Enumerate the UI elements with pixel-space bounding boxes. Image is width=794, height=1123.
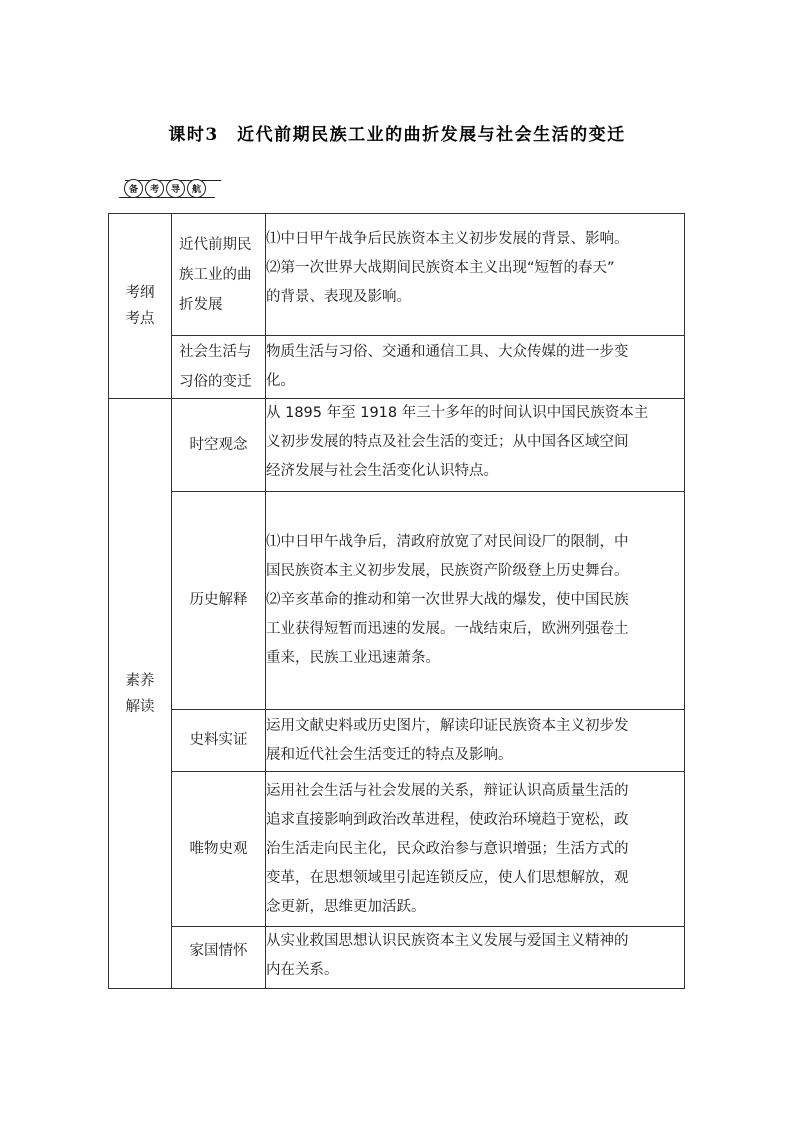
content-line: 内在关系。 bbox=[266, 962, 339, 978]
content-line: ⑵第一次世界大战期间民族资本主义出现“短暂的春天” bbox=[266, 260, 615, 276]
table-row bbox=[109, 710, 685, 772]
table-row bbox=[109, 336, 685, 399]
topic-line: 习俗的变迁 bbox=[179, 374, 252, 390]
content-cell bbox=[266, 772, 685, 927]
content-cell bbox=[266, 336, 685, 399]
table-row bbox=[109, 927, 685, 989]
topic-cell: 史料实证 bbox=[172, 710, 266, 772]
badge-char: 航 bbox=[187, 179, 206, 198]
topic-cell: 历史解释 bbox=[172, 492, 266, 710]
topic-line: 族工业的曲 bbox=[179, 266, 252, 283]
section-badge bbox=[122, 176, 206, 200]
table-row bbox=[109, 214, 685, 336]
content-line: 化。 bbox=[266, 373, 295, 389]
content-line: ⑴中日甲午战争后，清政府放宽了对民间设厂的限制，中 bbox=[266, 534, 629, 550]
content-line: 念更新，思维更加活跃。 bbox=[266, 898, 426, 915]
content-line: 治生活走向民主化，民众政治参与意识增强；生活方式的 bbox=[266, 840, 629, 857]
content-line: 的背景、表现及影响。 bbox=[266, 289, 411, 305]
content-line: 从 1895 年至 1918 年三十多年的时间认识中国民族资本主 bbox=[266, 405, 649, 421]
content-cell bbox=[266, 710, 685, 772]
content-line: 义初步发展的特点及社会生活的变迁；从中国各区域空间 bbox=[266, 434, 629, 450]
badge-char: 备 bbox=[124, 179, 143, 198]
content-line: 物质生活与习俗、交通和通信工具、大众传媒的进一步变 bbox=[266, 344, 629, 360]
table-row bbox=[109, 399, 685, 492]
content-line: 运用文献史料或历史图片，解读印证民族资本主义初步发 bbox=[266, 717, 629, 734]
topic-cell bbox=[172, 214, 266, 336]
exam-guide-table bbox=[108, 213, 685, 989]
topic-cell bbox=[172, 336, 266, 399]
topic-cell: 家国情怀 bbox=[172, 927, 266, 989]
table-row bbox=[109, 772, 685, 927]
content-line: ⑵辛亥革命的推动和第一次世界大战的爆发，使中国民族 bbox=[266, 592, 629, 608]
content-line: 运用社会生活与社会发展的关系，辩证认识高质量生活的 bbox=[266, 782, 629, 799]
content-line: 从实业救国思想认识民族资本主义发展与爱国主义精神的 bbox=[266, 933, 629, 949]
topic-line: 近代前期民 bbox=[179, 236, 252, 253]
topic-cell: 时空观念 bbox=[172, 399, 266, 492]
content-cell bbox=[266, 214, 685, 336]
content-cell bbox=[266, 927, 685, 989]
exam-points-label bbox=[109, 214, 172, 399]
label-line: 解读 bbox=[125, 698, 155, 715]
table-row bbox=[109, 492, 685, 710]
topic-line: 社会生活与 bbox=[179, 344, 252, 360]
topic-cell: 唯物史观 bbox=[172, 772, 266, 927]
label-line: 素养 bbox=[125, 672, 155, 689]
content-line: 重来，民族工业迅速萧条。 bbox=[266, 650, 440, 666]
content-line: 经济发展与社会生活变化认识特点。 bbox=[266, 463, 498, 479]
topic-line: 折发展 bbox=[179, 296, 223, 313]
label-line: 考点 bbox=[125, 311, 155, 327]
badge-char: 导 bbox=[166, 179, 185, 198]
content-line: ⑴中日甲午战争后民族资本主义初步发展的背景、影响。 bbox=[266, 231, 629, 247]
content-line: 展和近代社会生活变迁的特点及影响。 bbox=[266, 746, 513, 763]
page-title: 课时3 近代前期民族工业的曲折发展与社会生活的变迁 bbox=[168, 125, 626, 145]
content-cell bbox=[266, 399, 685, 492]
content-line: 追求直接影响到政治改革进程，使政治环境趋于宽松，政 bbox=[266, 811, 629, 828]
literacy-label bbox=[109, 399, 172, 989]
content-line: 变革，在思想领域里引起连锁反应，使人们思想解放，观 bbox=[266, 869, 629, 886]
content-line: 工业获得短暂而迅速的发展。一战结束后，欧洲列强卷土 bbox=[266, 621, 629, 637]
content-line: 国民族资本主义初步发展，民族资产阶级登上历史舞台。 bbox=[266, 563, 629, 579]
badge-char: 考 bbox=[145, 179, 164, 198]
content-cell bbox=[266, 492, 685, 710]
label-line: 考纲 bbox=[125, 285, 155, 301]
